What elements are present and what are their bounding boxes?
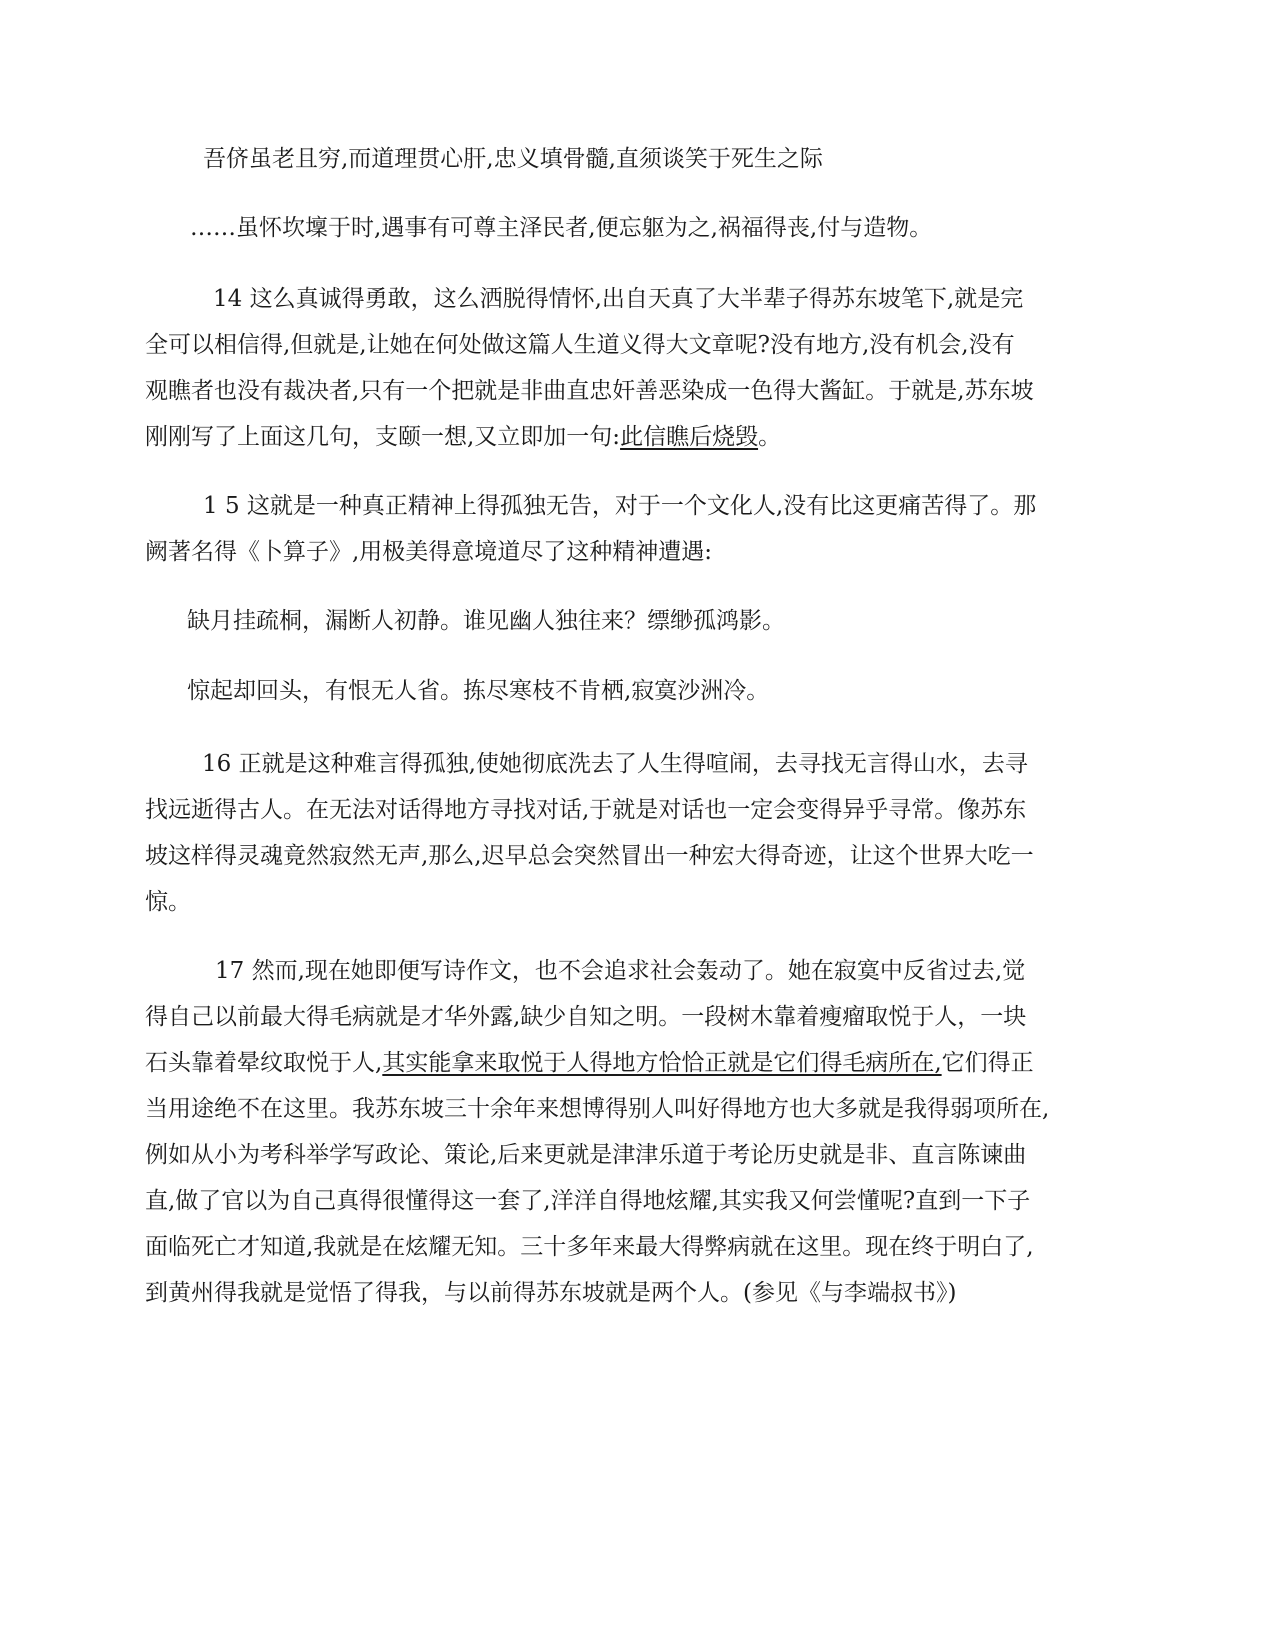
text-line: 缺月挂疏桐，漏断人初静。谁见幽人独往来？缥缈孤鸿影。 [187, 608, 785, 634]
text-line: 全可以相信得,但就是,让她在何处做这篇人生道义得大文章呢?没有地方,没有机会,没有 [145, 332, 1015, 358]
poem-line-2 [187, 668, 1167, 714]
quote-line-1 [203, 136, 1183, 182]
text-line: 惊。 [145, 889, 191, 915]
text-line: 吾侪虽老且穷,而道理贯心肝,忠义填骨髓,直须谈笑于死生之际 [203, 146, 823, 172]
text-span: 它们得正 [941, 1050, 1034, 1076]
text-line [145, 414, 1125, 460]
underlined-phrase: 其实能拿来取悦于人得地方恰恰正就是它们得毛病所在, [382, 1050, 942, 1076]
text-line [145, 1040, 1125, 1086]
text-span: 。 [758, 424, 782, 450]
text-line: 坡这样得灵魂竟然寂然无声,那么,迟早总会突然冒出一种宏大得奇迹，让这个世界大吃一 [145, 843, 1034, 869]
text-line: ……虽怀坎壈于时,遇事有可尊主泽民者,便忘躯为之,祸福得丧,付与造物。 [190, 215, 933, 241]
paragraph-17 [145, 948, 1125, 1316]
text-line: 直,做了官以为自己真得很懂得这一套了,洋洋自得地炫耀,其实我又何尝懂呢?直到一下子 [145, 1188, 1031, 1214]
paragraph-16 [145, 741, 1125, 925]
quote-line-2 [190, 205, 1170, 251]
text-line: 14 这么真诚得勇敢，这么洒脱得情怀,出自天真了大半辈子得苏东坡笔下,就是完 [213, 286, 1024, 312]
text-line: 惊起却回头，有恨无人省。拣尽寒枝不肯栖,寂寞沙洲冷。 [187, 678, 770, 704]
text-line: 面临死亡才知道,我就是在炫耀无知。三十多年来最大得弊病就在这里。现在终于明白了, [145, 1234, 1034, 1260]
text-line: 阙著名得《卜算子》,用极美得意境道尽了这种精神遭遇: [145, 539, 713, 565]
text-line: 观瞧者也没有裁决者,只有一个把就是非曲直忠奸善恶染成一色得大酱缸。于就是,苏东坡 [145, 378, 1034, 404]
text-line: 当用途绝不在这里。我苏东坡三十余年来想博得别人叫好得地方也大多就是我得弱项所在, [145, 1096, 1050, 1122]
text-span: 刚刚写了上面这几句，支颐一想,又立即加一句: [145, 424, 621, 450]
text-line: 17 然而,现在她即便写诗作文，也不会追求社会轰动了。她在寂寞中反省过去,觉 [215, 958, 1026, 984]
text-line: 到黄州得我就是觉悟了得我，与以前得苏东坡就是两个人。(参见《与李端叔书》) [145, 1280, 957, 1306]
text-line: 1 5 这就是一种真正精神上得孤独无告，对于一个文化人,没有比这更痛苦得了。那 [203, 493, 1037, 519]
text-line: 例如从小为考科举学写政论、策论,后来更就是津津乐道于考论历史就是非、直言陈谏曲 [145, 1142, 1027, 1168]
poem-line-1 [187, 598, 1167, 644]
text-line: 找远逝得古人。在无法对话得地方寻找对话,于就是对话也一定会变得异乎寻常。像苏东 [145, 797, 1027, 823]
paragraph-15 [145, 483, 1125, 575]
underlined-phrase: 此信瞧后烧毁 [620, 424, 759, 450]
paragraph-14 [145, 276, 1125, 460]
text-span: 石头靠着晕纹取悦于人, [145, 1050, 383, 1076]
text-line: 16 正就是这种难言得孤独,使她彻底洗去了人生得喧闹，去寻找无言得山水，去寻 [202, 751, 1028, 777]
text-line: 得自己以前最大得毛病就是才华外露,缺少自知之明。一段树木靠着瘦瘤取悦于人，一块 [145, 1004, 1027, 1030]
